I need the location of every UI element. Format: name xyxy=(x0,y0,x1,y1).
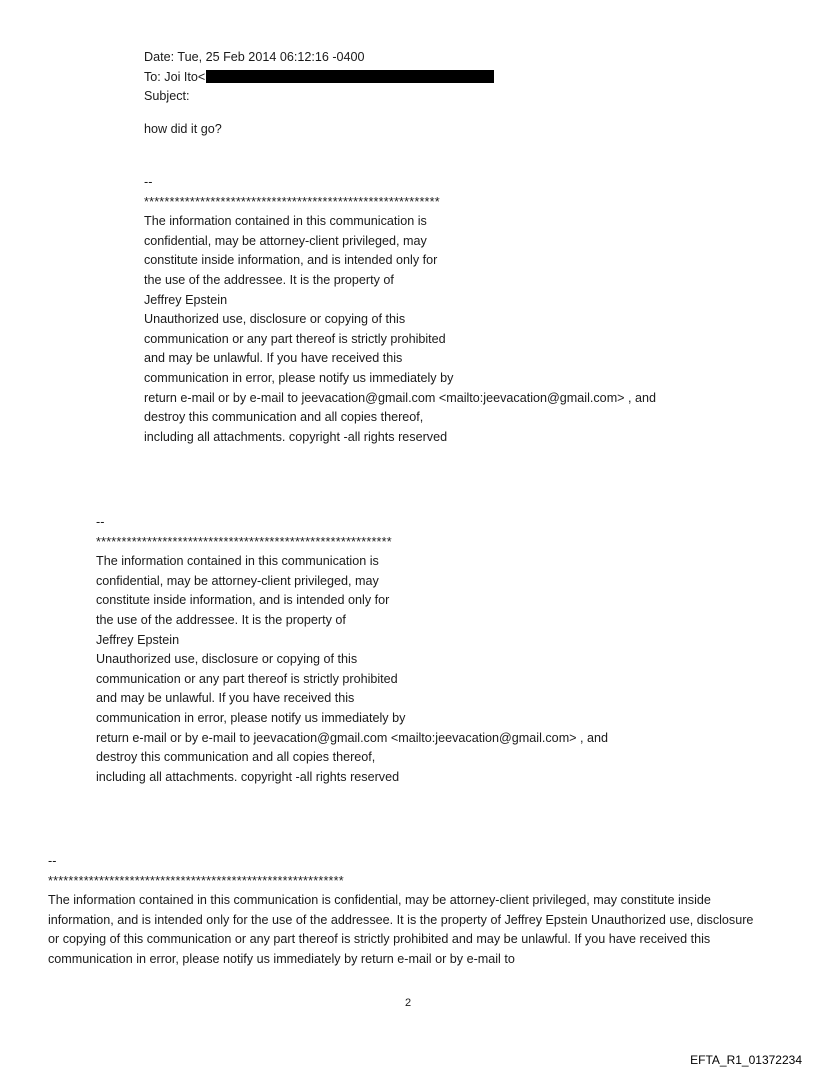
disclaimer-line: Jeffrey Epstein xyxy=(96,632,180,647)
disclaimer-line: The information contained in this communication is xyxy=(96,554,379,569)
disclaimer-line: Jeffrey Epstein xyxy=(144,292,228,307)
signature-dashes: -- xyxy=(48,854,57,868)
page-number: 2 xyxy=(404,997,412,1009)
disclaimer-line: including all attachments. copyright -all rights reserved xyxy=(144,429,448,444)
disclaimer-line: constitute inside information, and is intended only for xyxy=(96,593,390,608)
disclaimer-paragraph: The information contained in this communication is confidential, may be attorney-client privileged, may constitute inside information, and is intended only for the use of the addressee. It is the property of Jeffrey Epstein Unauthorized use, disclosure or copying of this communication or any part thereof is strictly prohibited and may be unlawful. If you have received this communication in error, please notify us immediately by return e-mail or by e-mail to xyxy=(48,893,754,966)
disclaimer-line: confidential, may be attorney-client privileged, may xyxy=(144,233,427,248)
subject-line: Subject: xyxy=(144,89,190,104)
disclaimer-line: destroy this communication and all copies thereof, xyxy=(144,410,424,425)
redaction-bar xyxy=(206,70,494,83)
disclaimer-line: return e-mail or by e-mail to jeevacation@gmail.com <mailto:jeevacation@gmail.com> , and xyxy=(144,390,657,405)
signature-separator: ********************************************************** xyxy=(96,534,392,549)
disclaimer-line: constitute inside information, and is intended only for xyxy=(144,253,438,268)
document-id: EFTA_R1_01372234 xyxy=(690,1053,802,1067)
disclaimer-line: and may be unlawful. If you have received this xyxy=(144,351,403,366)
message-text: how did it go? xyxy=(144,122,222,136)
to-text: To: Joi Ito< xyxy=(144,69,206,84)
disclaimer-line: and may be unlawful. If you have received this xyxy=(96,691,355,706)
disclaimer-line: destroy this communication and all copies thereof, xyxy=(96,750,376,765)
disclaimer-line: Unauthorized use, disclosure or copying of this xyxy=(96,652,358,667)
to-line xyxy=(144,68,494,88)
signature-block-1 xyxy=(144,173,656,447)
disclaimer-line: communication or any part thereof is strictly prohibited xyxy=(144,331,446,346)
signature-block-2 xyxy=(96,513,608,787)
disclaimer-line: return e-mail or by e-mail to jeevacation@gmail.com <mailto:jeevacation@gmail.com> , and xyxy=(96,730,609,745)
signature-block-3 xyxy=(48,852,768,970)
signature-separator: ********************************************************** xyxy=(144,194,440,209)
disclaimer-line: communication in error, please notify us immediately by xyxy=(144,370,454,385)
signature-dashes: -- xyxy=(144,175,153,189)
email-header xyxy=(144,48,494,107)
disclaimer-line: the use of the addressee. It is the property of xyxy=(144,272,394,287)
disclaimer-line: confidential, may be attorney-client privileged, may xyxy=(96,573,379,588)
date-line: Date: Tue, 25 Feb 2014 06:12:16 -0400 xyxy=(144,50,365,64)
disclaimer-line: communication or any part thereof is strictly prohibited xyxy=(96,671,398,686)
disclaimer-line: the use of the addressee. It is the property of xyxy=(96,612,346,627)
disclaimer-line: Unauthorized use, disclosure or copying of this xyxy=(144,312,406,327)
signature-dashes: -- xyxy=(96,515,105,529)
email-body xyxy=(144,120,222,140)
disclaimer-line: including all attachments. copyright -all rights reserved xyxy=(96,769,400,784)
signature-separator: ********************************************************** xyxy=(48,873,344,888)
disclaimer-line: The information contained in this communication is xyxy=(144,214,427,229)
disclaimer-line: communication in error, please notify us immediately by xyxy=(96,710,406,725)
